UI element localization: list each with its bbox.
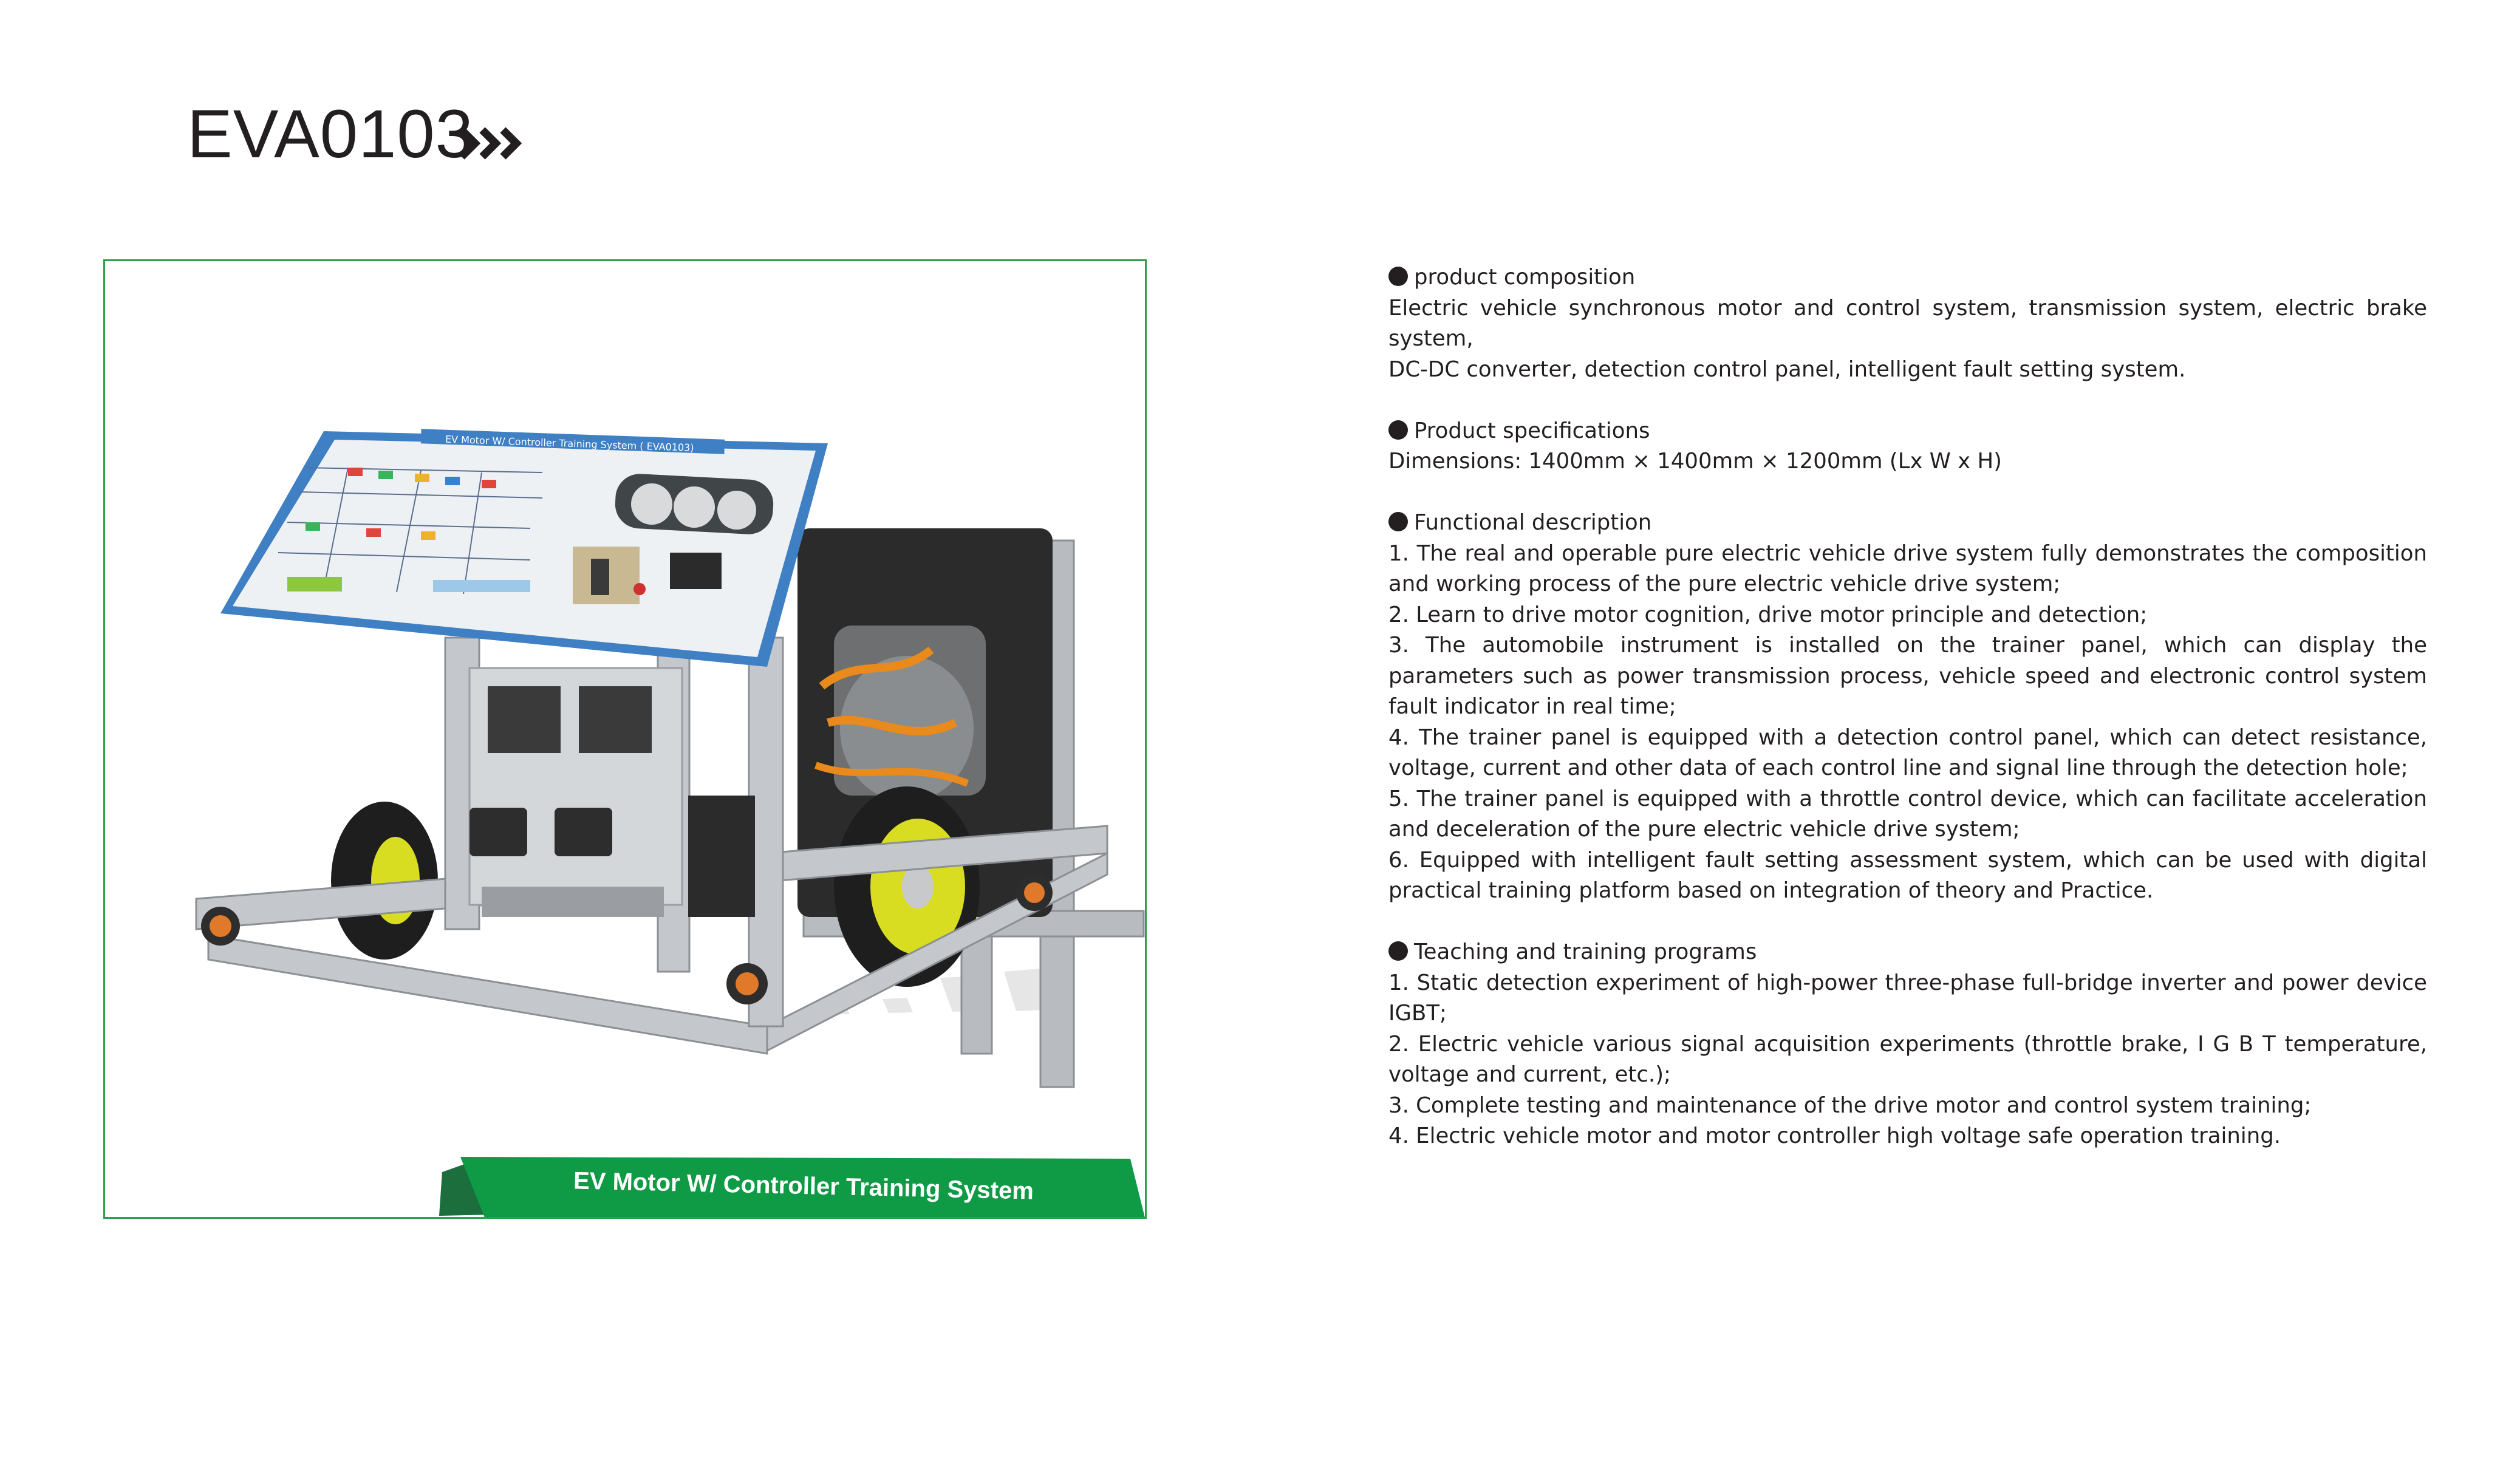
text-line: Electric vehicle synchronous motor and control system, transmission system, electric brake system, (1388, 295, 2427, 351)
section-composition (1388, 262, 2427, 385)
section-heading: Functional description (1414, 510, 1652, 535)
text-line: Dimensions: 1400mm × 1400mm × 1200mm (Lx W x H) (1388, 449, 2003, 474)
section-functional (1388, 508, 2427, 907)
page-title: EVA0103 (187, 96, 474, 172)
text-line: 5. The trainer panel is equipped with a throttle control device, which can facilitate acceleration and deceleration of the pure electric vehicle drive system; (1388, 786, 2427, 842)
product-image-frame (103, 259, 1147, 1219)
text-line: 2. Electric vehicle various signal acquisition experiments (throttle brake, I G B T temperature, voltage and current, etc.); (1388, 1031, 2427, 1087)
banner-text: EV Motor W/ Controller Training System (573, 1167, 1034, 1205)
text-line: 4. The trainer panel is equipped with a detection control panel, which can detect resistance, voltage, current and other data of each control line and signal line through the detection hole; (1388, 724, 2427, 780)
bullet-icon (1388, 512, 1408, 531)
bullet-icon (1388, 941, 1408, 961)
text-line: 6. Equipped with intelligent fault setting assessment system, which can be used with digital practical training platform based on integration of theory and Practice. (1388, 847, 2427, 903)
text-line: 1. The real and operable pure electric vehicle drive system fully demonstrates the composition and working process of the pure electric vehicle drive system; (1388, 540, 2427, 596)
triple-chevron-right-icon (459, 126, 526, 160)
bullet-icon (1388, 420, 1408, 440)
text-line: 3. Complete testing and maintenance of the drive motor and control system training; (1388, 1093, 2312, 1118)
section-heading: Product specifications (1414, 418, 1650, 443)
text-line: DC-DC converter, detection control panel, intelligent fault setting system. (1388, 356, 2186, 382)
text-line: 4. Electric vehicle motor and motor controller high voltage safe operation training. (1388, 1123, 2281, 1148)
product-description (1388, 262, 2427, 1152)
section-teaching (1388, 937, 2427, 1152)
section-specifications (1388, 416, 2427, 477)
caption-banner (105, 261, 1147, 1219)
text-line: 2. Learn to drive motor cognition, drive motor principle and detection; (1388, 602, 2148, 627)
text-line: 1. Static detection experiment of high-power three-phase full-bridge inverter and power device IGBT; (1388, 970, 2427, 1026)
bullet-icon (1388, 267, 1408, 286)
section-heading: product composition (1414, 265, 1636, 290)
text-line: 3. The automobile instrument is installed on the trainer panel, which can display the parameters such as power transmission process, vehicle speed and electronic control system fault indicator in real time; (1388, 633, 2427, 719)
panel-title: EV Motor W/ Controller Training System ( EVA0103) (445, 433, 694, 454)
section-heading: Teaching and training programs (1414, 939, 1757, 964)
